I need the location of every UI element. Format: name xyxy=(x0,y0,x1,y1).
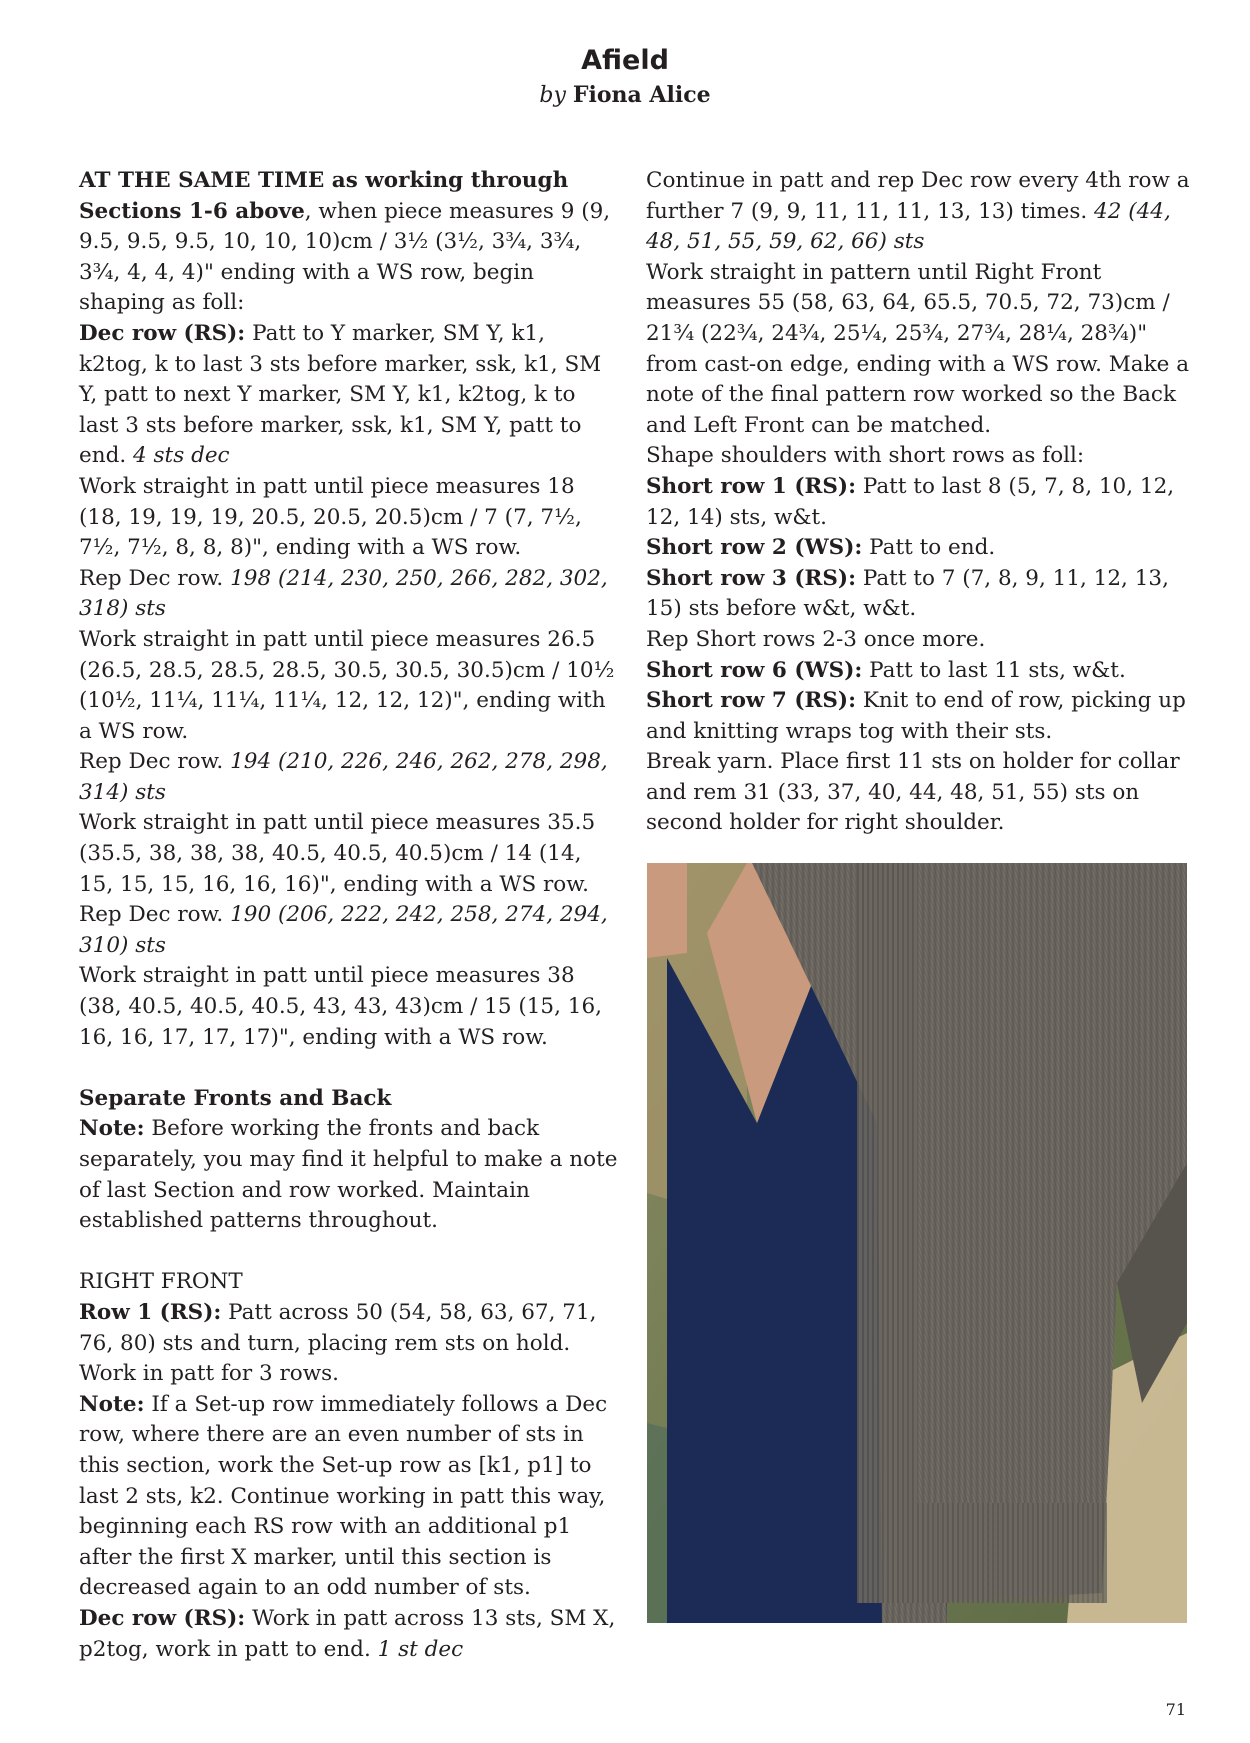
paragraph-text: Rep Dec row. xyxy=(79,749,231,775)
heading-text: RIGHT FRONT xyxy=(79,1269,243,1295)
cardigan-hem-rib xyxy=(917,1503,1107,1603)
paragraph xyxy=(79,319,619,472)
paragraph-text: Rep Dec row. xyxy=(79,902,231,928)
paragraph: Work in patt for 3 rows. xyxy=(79,1361,339,1387)
stitch-count: 4 sts dec xyxy=(133,443,230,469)
paragraph-text: Patt to last 8 (5, 7, 8, 10, 12, 12, 14) sts, w&t. xyxy=(646,473,1175,530)
skin-shape xyxy=(647,863,687,958)
paragraph: Rep Short rows 2-3 once more. xyxy=(646,626,986,652)
paragraph: Work straight in patt until piece measures 38 (38, 40.5, 40.5, 40.5, 43, 43, 43)cm / 15 (15, 16, 16, 16, 17, 17, 17)", ending with a WS row. xyxy=(79,963,602,1050)
paragraph-text: Patt to end. xyxy=(862,535,996,561)
stitch-count: 1 st dec xyxy=(377,1636,464,1662)
stitch-count: 194 (210, 226, 246, 262, 278, 298, 314) sts xyxy=(79,749,608,805)
paragraph-text: Work in patt across 13 sts, SM X, p2tog, work in patt to end. xyxy=(79,1605,616,1662)
paragraph-text: Patt to 7 (7, 8, 9, 11, 12, 13, 15) sts before w&t, w&t. xyxy=(646,565,1169,622)
paragraph: Work straight in patt until piece measures 18 (18, 19, 19, 19, 20.5, 20.5, 20.5)cm / 7 (7, 7½, 7½, 7½, 8, 8, 8)", ending with a WS row. xyxy=(79,473,582,561)
paragraph: Break yarn. Place first 11 sts on holder for collar and rem 31 (33, 37, 40, 44, 48, 51, 55) sts on second holder for right shoulder. xyxy=(646,749,1180,836)
paragraph xyxy=(79,564,619,625)
author-name: Fiona Alice xyxy=(572,82,711,108)
bold-lead: Short row 3 (RS): xyxy=(646,565,857,591)
page-number: 71 xyxy=(1165,1700,1186,1719)
paragraph xyxy=(79,1114,619,1236)
bold-lead: Row 1 (RS): xyxy=(79,1299,222,1325)
stitch-count: 190 (206, 222, 242, 258, 274, 294, 310) sts xyxy=(79,902,608,958)
pattern-title: Afield xyxy=(581,45,669,76)
spacer xyxy=(79,1053,619,1084)
bold-lead: Dec row (RS): xyxy=(79,1605,246,1631)
spacer xyxy=(79,1237,619,1268)
paragraph-text: Continue in patt and rep Dec row every 4th row a further 7 (9, 9, 11, 11, 11, 13, 13) times. xyxy=(646,168,1190,224)
paragraph: Work straight in pattern until Right Front measures 55 (58, 63, 64, 65.5, 70.5, 72, 73)cm / 21¾ (22¾, 24¾, 25¼, 25¾, 27¾, 28¼, 28¾)" from cast-on edge, ending with a WS row. Make a note of the final pattern row worked so the Back and Left Front can be matched. xyxy=(646,259,1190,438)
bold-lead: Short row 6 (WS): xyxy=(646,657,863,683)
bold-lead: AT THE SAME TIME as working through Sections 1-6 above xyxy=(79,168,569,224)
stitch-count: 42 (44, 48, 51, 55, 59, 62, 66) sts xyxy=(646,198,1171,255)
section-heading xyxy=(79,1267,619,1298)
paragraph xyxy=(646,656,1191,687)
paragraph: Work straight in patt until piece measures 26.5 (26.5, 28.5, 28.5, 28.5, 30.5, 30.5, 30.5)cm / 10½ (10½, 11¼, 11¼, 11¼, 12, 12, 12)", ending with a WS row. xyxy=(79,626,615,744)
paragraph: Work straight in patt until piece measures 35.5 (35.5, 38, 38, 38, 40.5, 40.5, 40.5)cm / 14 (14, 15, 15, 15, 16, 16, 16)", ending with a WS row. xyxy=(79,810,596,897)
bold-lead: Note: xyxy=(79,1391,145,1417)
section-heading xyxy=(79,1084,619,1115)
paragraph xyxy=(79,1298,619,1359)
byline xyxy=(0,80,1250,111)
paragraph xyxy=(79,166,619,319)
bold-lead: Note: xyxy=(79,1116,145,1142)
paragraph xyxy=(79,900,619,961)
paragraph-text: If a Set-up row immediately follows a Dec row, where there are an even number of sts in this section, work the Set-up row as [k1, p1] to last 2 sts, k2. Continue working in patt this way, beginning each RS row with an additional p1 after the first X marker, until this section is decreased again to an odd number of sts. xyxy=(79,1391,608,1601)
paragraph-text: , when piece measures 9 (9, 9.5, 9.5, 9.5, 10, 10, 10)cm / 3½ (3½, 3¾, 3¾, 3¾, 4, 4, 4)" ending with a WS row, begin shaping as foll: xyxy=(79,198,611,316)
paragraph xyxy=(79,747,619,808)
bold-lead: Dec row (RS): xyxy=(79,320,246,346)
paragraph xyxy=(646,533,1191,564)
paragraph xyxy=(646,166,1191,258)
paragraph-text: Patt to Y marker, SM Y, k1, k2tog, k to last 3 sts before marker, ssk, k1, SM Y, patt to next Y marker, SM Y, k1, k2tog, k to last 3 sts before marker, ssk, k1, SM Y, patt to end. xyxy=(79,320,602,469)
bold-lead: Short row 7 (RS): xyxy=(646,688,857,714)
paragraph xyxy=(79,1604,619,1665)
bold-lead: Short row 1 (RS): xyxy=(646,473,857,499)
heading-text: Separate Fronts and Back xyxy=(79,1085,392,1111)
paragraph-text: Rep Dec row. xyxy=(79,565,231,591)
paragraph xyxy=(79,1390,619,1604)
paragraph: Shape shoulders with short rows as foll: xyxy=(646,443,1085,469)
paragraph-text: Patt to last 11 sts, w&t. xyxy=(862,657,1126,683)
paragraph-text: Knit to end of row, picking up and knitting wraps tog with their sts. xyxy=(646,688,1186,744)
sweater-illustration xyxy=(647,863,1187,1623)
paragraph-text: Patt across 50 (54, 58, 63, 67, 71, 76, 80) sts and turn, placing rem sts on hold. xyxy=(79,1299,597,1356)
bold-lead: Short row 2 (WS): xyxy=(646,535,863,561)
cardigan-button-band xyxy=(857,863,917,1603)
stitch-count: 198 (214, 230, 250, 266, 282, 302, 318) sts xyxy=(79,565,608,622)
paragraph xyxy=(646,686,1191,747)
paragraph xyxy=(646,472,1191,533)
paragraph-text: Before working the fronts and back separately, you may find it helpful to make a note of last Section and row worked. Maintain established patterns throughout. xyxy=(79,1116,618,1234)
left-column xyxy=(79,166,619,1665)
right-column xyxy=(646,166,1191,839)
paragraph xyxy=(646,564,1191,625)
byline-prefix: by xyxy=(539,83,566,108)
page-header xyxy=(0,44,1250,111)
sweater-photo xyxy=(647,863,1187,1623)
